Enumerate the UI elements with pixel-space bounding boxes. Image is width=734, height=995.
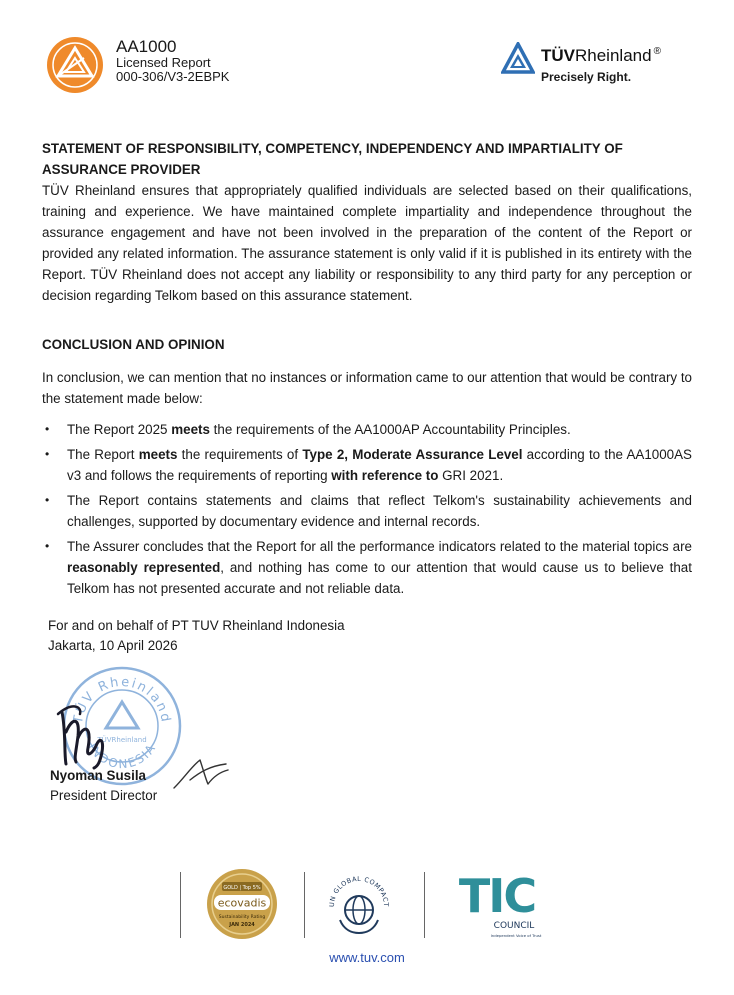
svg-text:UN GLOBAL COMPACT: UN GLOBAL COMPACT bbox=[327, 874, 391, 908]
footer-logos bbox=[180, 866, 560, 944]
licensed-report-label: Licensed Report bbox=[116, 55, 211, 70]
signature-icon bbox=[170, 752, 232, 794]
on-behalf-line: For and on behalf of PT TUV Rheinland Indonesia bbox=[48, 618, 345, 633]
report-header bbox=[40, 30, 700, 100]
signer-title: President Director bbox=[50, 788, 158, 803]
aa1000-title: AA1000 bbox=[116, 37, 177, 56]
svg-text:JAN 2024: JAN 2024 bbox=[229, 922, 255, 928]
place-date-line: Jakarta, 10 April 2026 bbox=[48, 638, 178, 653]
svg-text:COUNCIL: COUNCIL bbox=[493, 921, 535, 931]
conclusion-list bbox=[42, 419, 692, 599]
svg-text:TÜVRheinland: TÜVRheinland bbox=[97, 736, 147, 744]
statement-content bbox=[42, 138, 692, 603]
list-item: • The Report 2025 meets the requirements of the AA1000AP Accountability Principles. bbox=[42, 419, 692, 440]
ecovadis-medal-icon bbox=[206, 868, 278, 940]
divider bbox=[304, 872, 305, 938]
svg-text:TÜV Rheinland: TÜV Rheinland bbox=[70, 674, 174, 725]
signature-icon bbox=[52, 692, 132, 772]
signer-block bbox=[50, 766, 157, 806]
signer-name: Nyoman Susila bbox=[50, 768, 146, 783]
section-heading-responsibility: STATEMENT OF RESPONSIBILITY, COMPETENCY, INDEPENDENCY AND IMPARTIALITY OF ASSURANCE PROVIDER bbox=[42, 141, 623, 177]
divider bbox=[424, 872, 425, 938]
aa1000-logo-icon bbox=[46, 36, 104, 94]
website-link[interactable]: www.tuv.com bbox=[329, 950, 405, 965]
svg-text:Independent Voice of Trust: Independent Voice of Trust bbox=[490, 933, 542, 938]
tuv-logo-block bbox=[501, 42, 686, 92]
tuv-triangle-icon bbox=[501, 42, 535, 74]
responsibility-paragraph: TÜV Rheinland ensures that appropriately qualified individuals are selected based on their qualifications, training and experience. We have maintained complete impartiality and independence throughout the assurance engagement and have not been involved in the preparation of the content of the Report or provided any related information. The assurance statement is only valid if it is published in its entirety with the Report. TÜV Rheinland does not accept any liability or responsibility to any third party for any perception or decision regarding Telkom based on this assurance statement. bbox=[42, 183, 692, 303]
svg-text:GOLD | Top 5%: GOLD | Top 5% bbox=[223, 885, 261, 891]
list-item: • The Report contains statements and claims that reflect Telkom's sustainability achievements and challenges, supported by documentary evidence and internal records. bbox=[42, 490, 692, 532]
license-number: 000-306/V3-2EBPK bbox=[116, 69, 230, 84]
tuv-wordmark: TÜVRheinland ® bbox=[541, 46, 661, 65]
signature-intro bbox=[48, 616, 345, 656]
svg-text:ecovadis: ecovadis bbox=[217, 896, 267, 910]
divider bbox=[180, 872, 181, 938]
svg-text:INDONESIA: INDONESIA bbox=[85, 740, 160, 772]
svg-text:TIC: TIC bbox=[458, 869, 536, 923]
tuv-tagline: Precisely Right. bbox=[541, 70, 632, 84]
list-item: • The Report meets the requirements of Type 2, Moderate Assurance Level according to the AA1000AS v3 and follows the requirements of reporting with reference to GRI 2021. bbox=[42, 444, 692, 486]
list-item: • The Assurer concludes that the Report for all the performance indicators related to the material topics are reasonably represented, and nothing has come to our attention that would cause us to believe that Telkom has not presented accurate and not reliable data. bbox=[42, 536, 692, 599]
svg-text:Sustainability Rating: Sustainability Rating bbox=[218, 915, 266, 920]
section-heading-conclusion: CONCLUSION AND OPINION bbox=[42, 337, 225, 352]
un-global-compact-icon bbox=[326, 870, 392, 936]
aa1000-license-block bbox=[116, 38, 229, 84]
conclusion-intro: In conclusion, we can mention that no instances or information came to our attention that would be contrary to the statement made below: bbox=[42, 370, 692, 406]
tic-council-icon bbox=[442, 868, 552, 942]
